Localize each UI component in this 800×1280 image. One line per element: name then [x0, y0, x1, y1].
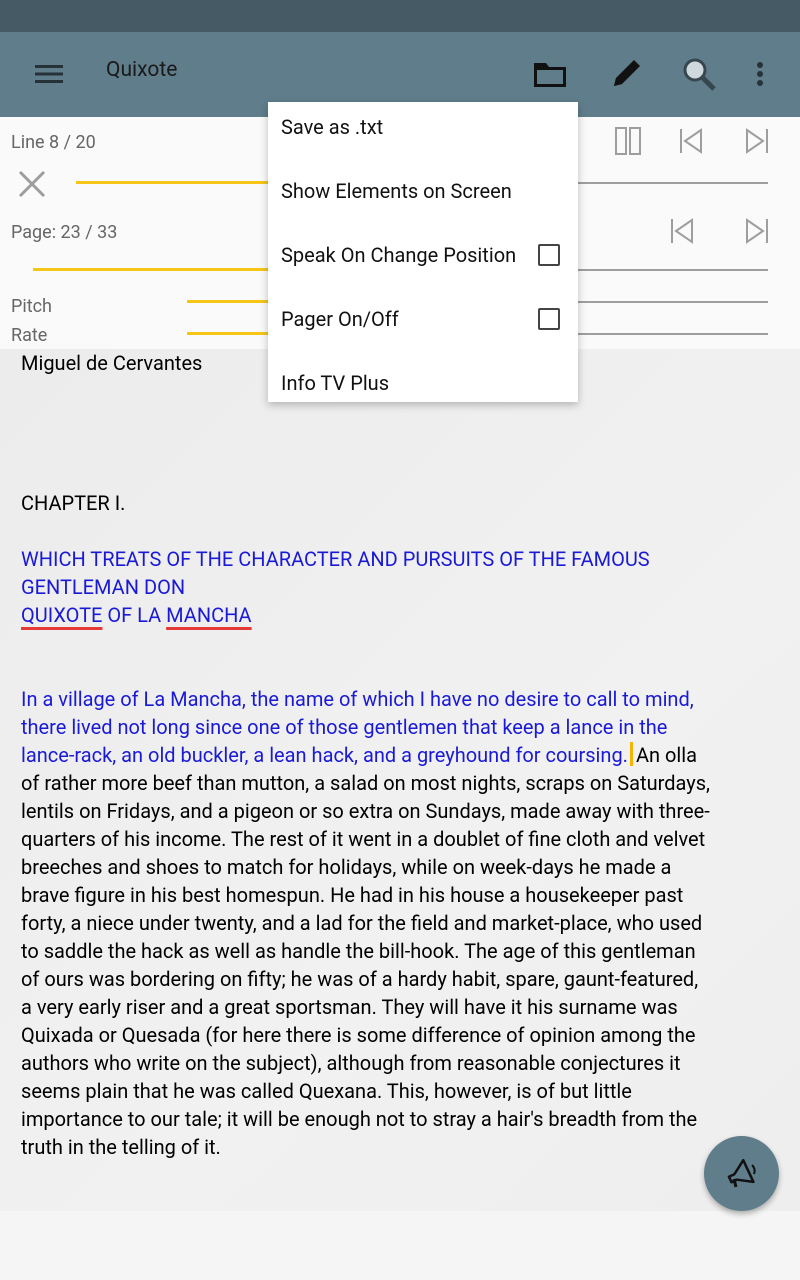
search-icon[interactable] — [673, 50, 725, 98]
reader-content[interactable] — [0, 349, 800, 1211]
menu-icon[interactable] — [24, 54, 74, 94]
megaphone-icon — [725, 1157, 759, 1191]
line-label: Line 8 / 20 — [11, 132, 96, 153]
body-paragraph — [21, 685, 711, 1161]
menu-item-speak-on-change[interactable]: Speak On Change Position — [268, 223, 578, 287]
menu-item-info[interactable]: Info TV Plus — [281, 371, 390, 395]
speak-fab[interactable] — [704, 1136, 779, 1211]
next-line-icon[interactable] — [737, 121, 777, 161]
previous-page-icon[interactable] — [662, 211, 702, 251]
menu-item-pager[interactable]: Pager On/Off — [268, 287, 578, 351]
speak-on-change-checkbox[interactable] — [538, 244, 560, 266]
text-cursor — [630, 742, 633, 766]
next-page-icon[interactable] — [737, 211, 777, 251]
highlighted-sentence: In a village of La Mancha, the name of which I have no desire to call to mind, there lived not long since one of those gentlemen that keep a lance in the lance-rack, an old buckler, a lean hack, and a greyhound for coursing. — [21, 687, 694, 767]
pencil-icon[interactable] — [600, 50, 652, 98]
menu-item-show-elements[interactable]: Show Elements on Screen — [281, 179, 512, 203]
author-line: Miguel de Cervantes — [21, 351, 203, 375]
status-bar — [0, 0, 800, 32]
folder-icon[interactable] — [524, 50, 576, 98]
page-label: Page: 23 / 33 — [11, 222, 118, 243]
pitch-label: Pitch — [11, 296, 52, 317]
chapter-title: CHAPTER I. — [21, 491, 126, 515]
chapter-heading: WHICH TREATS OF THE CHARACTER AND PURSUITS OF THE FAMOUS GENTLEMAN DON QUIXOTE OF LA MANCHA — [21, 547, 650, 627]
pause-icon[interactable] — [608, 121, 648, 161]
more-vert-icon[interactable] — [734, 50, 786, 98]
body-text: An olla of rather more beef than mutton, a salad on most nights, scraps on Saturdays, lentils on Fridays, and a pigeon or so extra on Sundays, made away with three-quarters of his income. The rest of it went in a doublet of fine cloth and velvet breeches and shoes to match for holidays, while on week-days he made a brave figure in his best homespun. He had in his house a housekeeper past forty, a niece under twenty, and a lad for the field and market-place, who used to saddle the hack as well as handle the bill-hook. The age of this gentleman of ours was bordering on fifty; he was of a hardy habit, spare, gaunt-featured, a very early riser and a great sportsman. They will have it his surname was Quixada or Quesada (for here there is some difference of opinion among the authors who write on the subject), although from reasonable conjectures it seems plain that he was called Quexana. This, however, is of but little importance to our tale; it will be enough not to stray a hair's breadth from the truth in the telling of it. — [21, 743, 710, 1159]
overflow-menu — [268, 102, 578, 402]
app-title: Quixote — [106, 58, 178, 82]
pager-checkbox[interactable] — [538, 308, 560, 330]
misspelled-word: QUIXOTE — [21, 603, 103, 627]
rate-label: Rate — [11, 325, 48, 346]
misspelled-word: MANCHA — [166, 603, 252, 627]
previous-line-icon[interactable] — [671, 121, 711, 161]
close-icon[interactable] — [12, 164, 52, 204]
menu-item-save-txt[interactable]: Save as .txt — [281, 115, 384, 139]
